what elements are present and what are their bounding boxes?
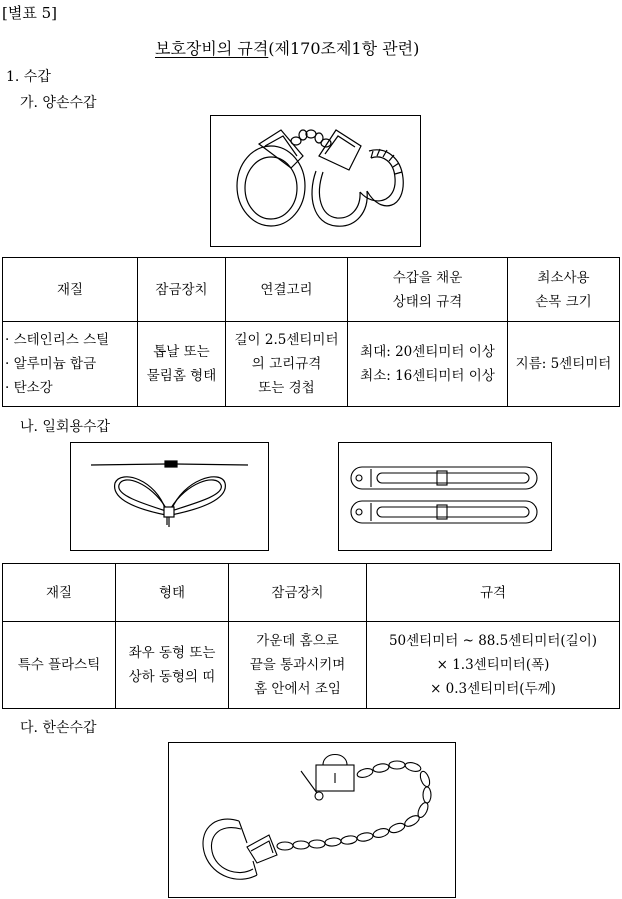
cell-lock — [229, 622, 367, 709]
title-sub: (제170조제1항 관련) — [268, 39, 420, 58]
header-spec: 규격 — [367, 564, 620, 622]
disposable-cuffs-table — [2, 563, 620, 709]
cell-min-wrist: 지름: 5센티미터 — [508, 322, 620, 407]
header-min-wrist: 최소사용 손목 크기 — [508, 258, 620, 322]
material-line: · 알루미늄 합금 — [5, 356, 97, 372]
cell-cuffed-size — [348, 322, 508, 407]
header-material: 재질 — [3, 258, 138, 322]
disposable-cuffs-strap-figure — [338, 442, 552, 551]
lock-line: 물림홈 형태 — [146, 368, 217, 384]
lock-line: 홈 안에서 조임 — [254, 681, 341, 697]
handcuffs-drawing — [211, 116, 420, 246]
two-hand-cuffs-table — [2, 257, 620, 407]
link-line: 의 고리규격 — [251, 356, 322, 372]
shape-line: 상하 동형의 띠 — [128, 669, 216, 685]
cell-spec — [367, 622, 620, 709]
size-line: 최소: 16센티미터 이상 — [360, 368, 495, 384]
disposable-cuffs-loop-figure — [70, 442, 269, 551]
disposable-cuffs-loop-drawing — [71, 443, 268, 550]
two-hand-cuffs-figure — [210, 115, 421, 247]
appendix-label: [별표 5] — [2, 4, 57, 22]
cell-material — [3, 322, 138, 407]
header-lock: 잠금장치 — [138, 258, 226, 322]
lock-line: 가운데 홈으로 — [256, 633, 339, 649]
shape-line: 좌우 동형 또는 — [128, 645, 216, 661]
lock-line: 톱날 또는 — [153, 344, 210, 360]
material-line: · 탄소강 — [5, 380, 53, 396]
one-hand-cuff-figure — [168, 742, 456, 898]
header-material: 재질 — [3, 564, 116, 622]
sub-na-label: 나. 일회용수갑 — [20, 419, 111, 435]
header-link: 연결고리 — [226, 258, 348, 322]
spec-line: × 1.3센티미터(폭) — [436, 657, 550, 673]
lock-line: 끝을 통과시키며 — [249, 657, 346, 673]
link-line: 길이 2.5센티미터 — [234, 332, 339, 348]
cell-link — [226, 322, 348, 407]
header-lock: 잠금장치 — [229, 564, 367, 622]
title-main: 보호장비의 규격 — [155, 39, 269, 58]
material-line: · 스테인리스 스틸 — [5, 332, 110, 348]
disposable-cuffs-strap-drawing — [339, 443, 551, 550]
header-cuffed-size: 수갑을 채운 상태의 규격 — [348, 258, 508, 322]
header-shape: 형태 — [116, 564, 229, 622]
sub-da-label: 다. 한손수갑 — [20, 720, 97, 736]
cell-shape — [116, 622, 229, 709]
cell-material: 특수 플라스틱 — [3, 622, 116, 709]
spec-line: 50센티미터 ~ 88.5센티미터(길이) — [388, 633, 598, 649]
size-line: 최대: 20센티미터 이상 — [360, 344, 495, 360]
cell-lock — [138, 322, 226, 407]
sub-ga-label: 가. 양손수갑 — [20, 95, 97, 111]
spec-line: × 0.3센티미터(두께) — [430, 681, 556, 697]
one-hand-cuff-drawing — [169, 743, 455, 897]
section-1-label: 1. 수갑 — [6, 69, 51, 85]
link-line: 또는 경첩 — [258, 380, 315, 396]
page-title — [155, 36, 419, 59]
